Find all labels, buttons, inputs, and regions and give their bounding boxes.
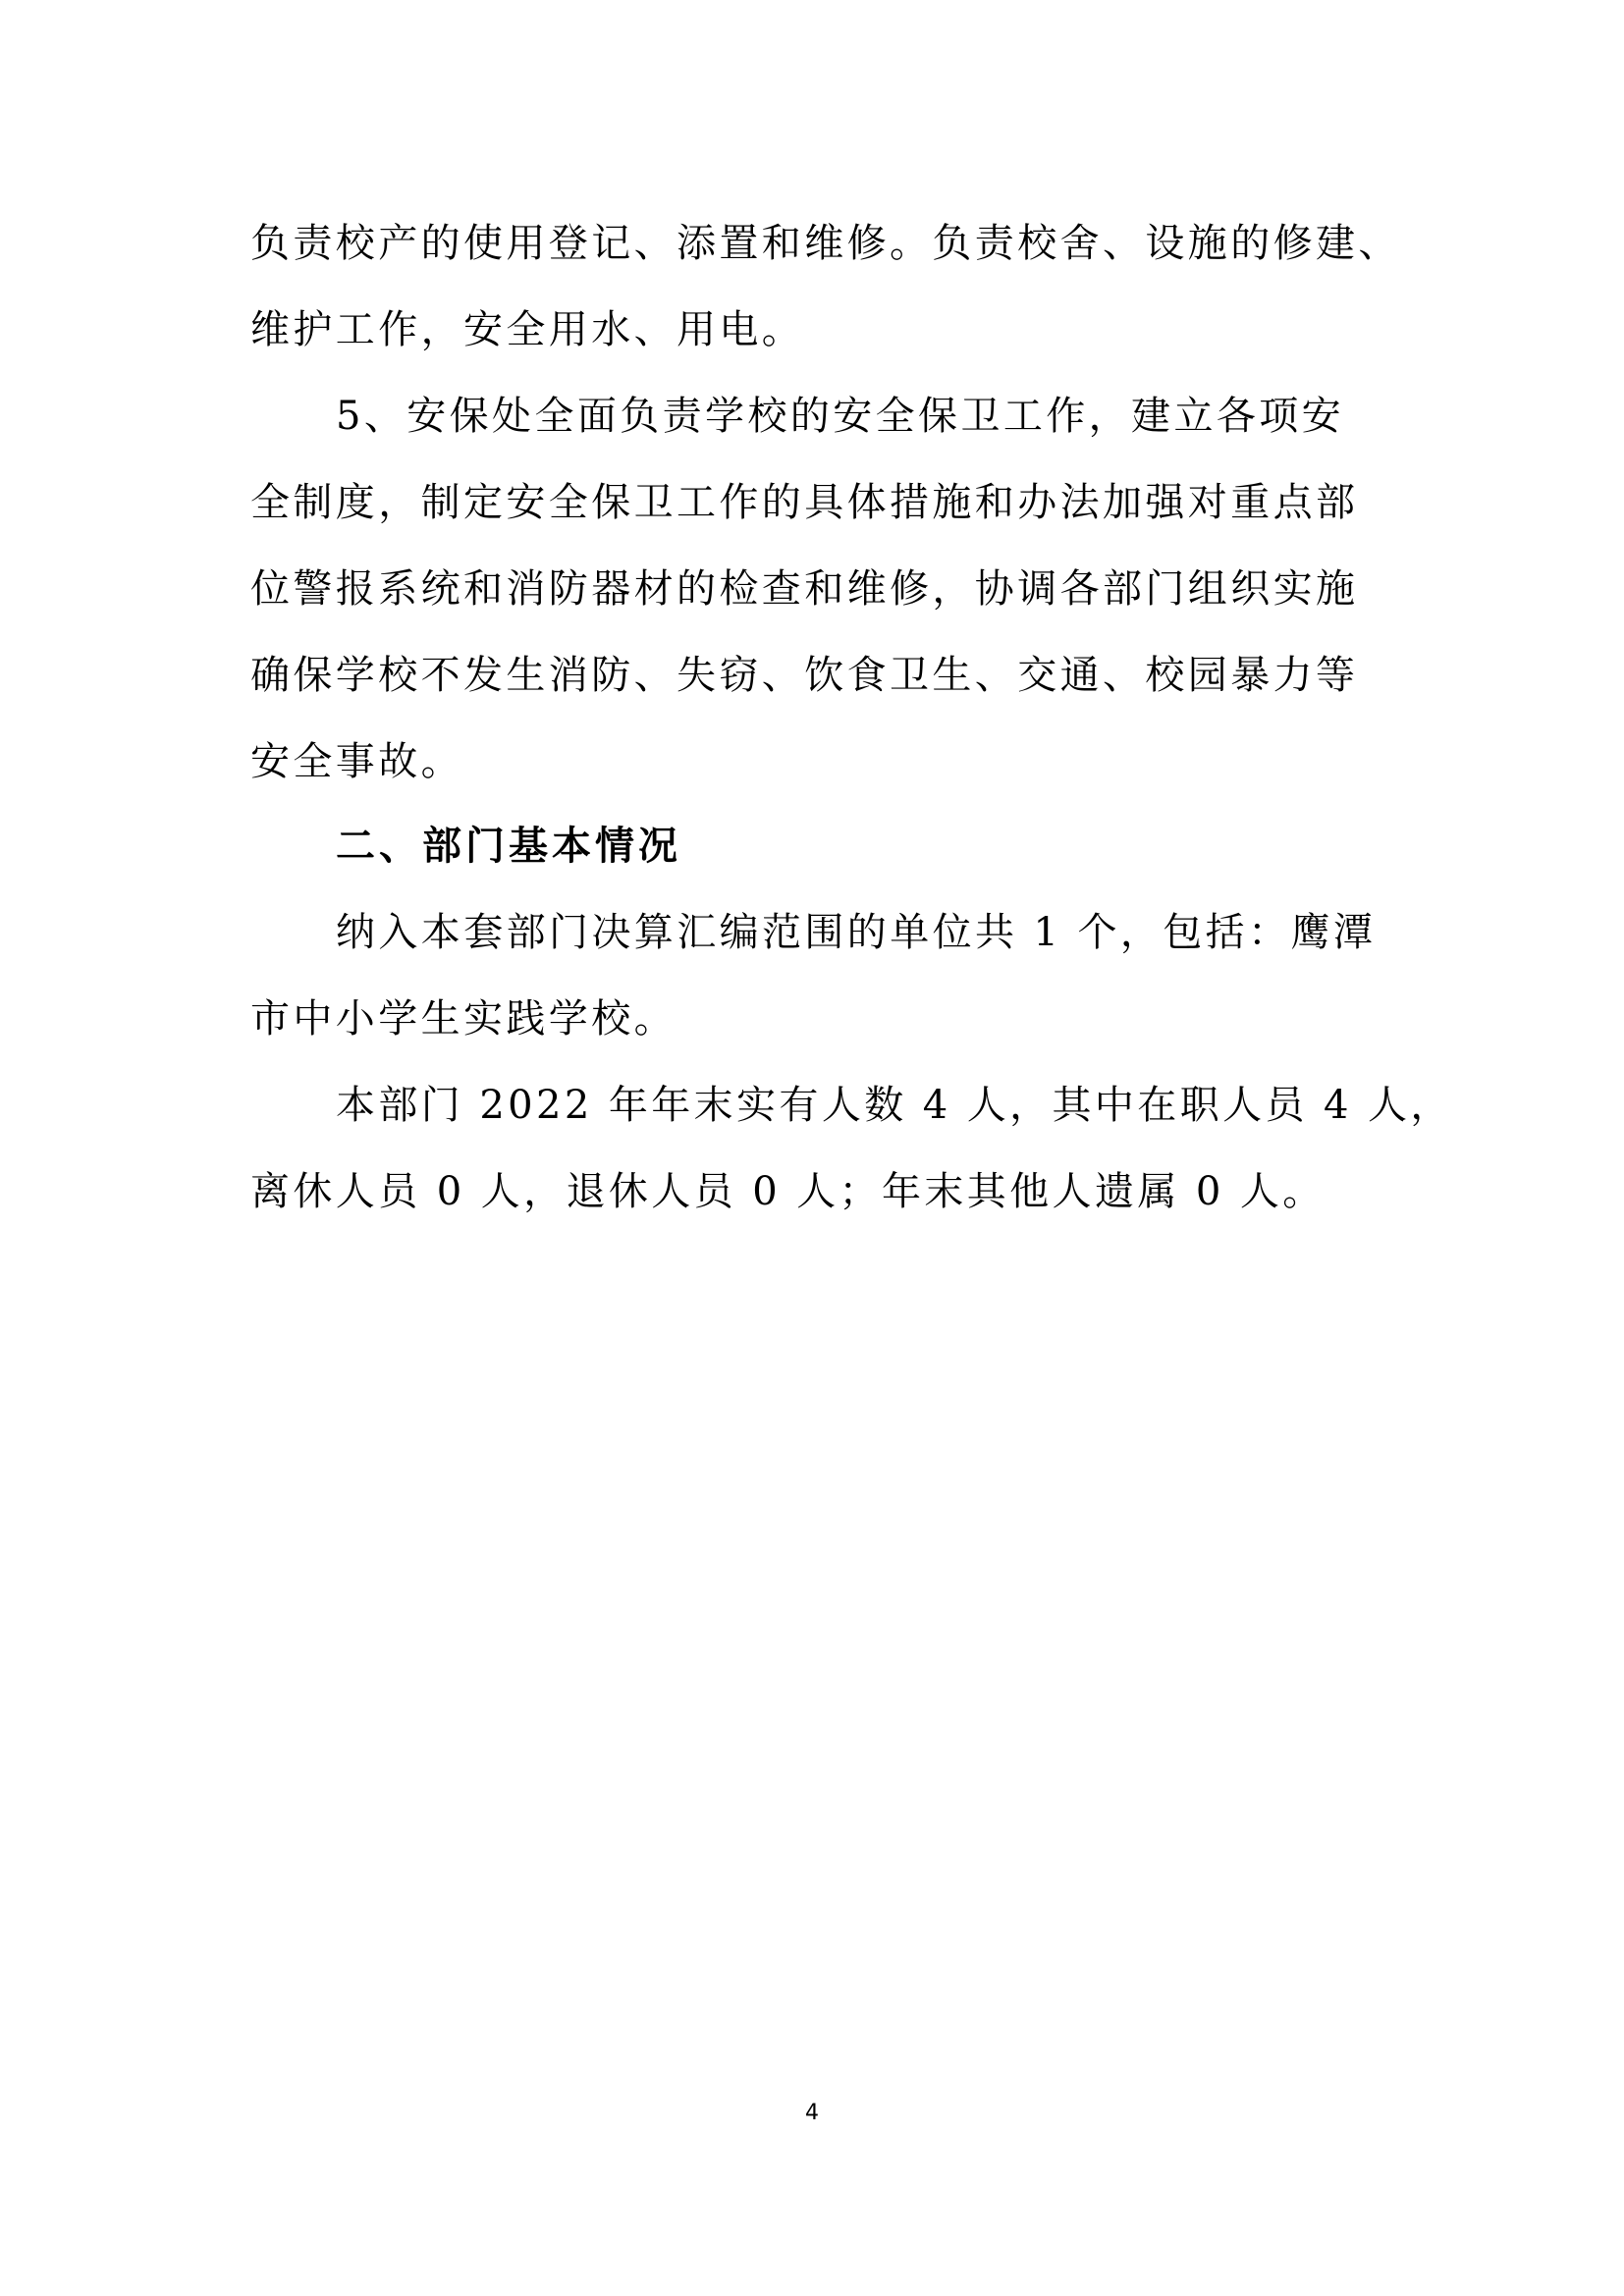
page-number: 4 — [805, 2101, 819, 2125]
text-line-1: 负责校产的使用登记、添置和维修。负责校舍、设施的修建、 — [250, 221, 1401, 266]
text-line-9: 市中小学生实践学校。 — [250, 996, 677, 1041]
text-line-8: 纳入本套部门决算汇编范围的单位共 1 个，包括：鹰潭 — [336, 910, 1377, 955]
text-line-2: 维护工作，安全用水、用电。 — [250, 307, 805, 352]
text-line-4: 全制度，制定安全保卫工作的具体措施和办法加强对重点部 — [250, 480, 1359, 525]
text-line-10: 本部门 2022 年年末实有人数 4 人，其中在职人员 4 人， — [336, 1083, 1453, 1128]
text-line-11: 离休人员 0 人，退休人员 0 人；年末其他人遗属 0 人。 — [250, 1169, 1326, 1214]
text-line-3: 5、安保处全面负责学校的安全保卫工作，建立各项安 — [336, 394, 1345, 439]
text-line-6: 确保学校不发生消防、失窃、饮食卫生、交通、校园暴力等 — [250, 653, 1359, 698]
section-heading: 二、部门基本情况 — [336, 823, 681, 869]
text-line-5: 位警报系统和消防器材的检查和维修，协调各部门组织实施 — [250, 566, 1359, 612]
text-line-7: 安全事故。 — [250, 739, 463, 784]
